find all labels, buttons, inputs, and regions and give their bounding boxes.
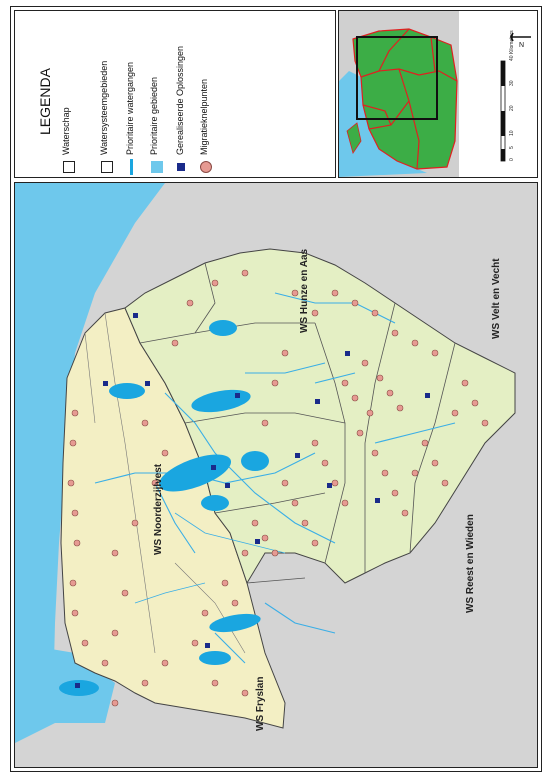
legend-label-prioritaire-watergangen: Prioritaire watergangen bbox=[125, 61, 135, 155]
inset-scale-label-10: 10 bbox=[509, 130, 515, 136]
label-ws-hunze-en-aas: WS Hunze en Aas bbox=[299, 248, 310, 333]
map-panel bbox=[14, 182, 538, 768]
legend-swatch-prioritaire-watergangen bbox=[130, 159, 133, 175]
legend-title: LEGENDA bbox=[37, 68, 53, 135]
legend-swatch-migratieknelpunten bbox=[200, 161, 212, 173]
label-ws-velt-en-vecht: WS Velt en Vecht bbox=[491, 258, 502, 339]
legend-swatch-waterschap bbox=[63, 161, 75, 173]
legend-label-watersysteemgebieden: Watersysteemgebieden bbox=[99, 60, 109, 155]
legend-swatch-gerealiseerde-oplossingen bbox=[177, 163, 185, 171]
inset-scale-label-0: 0 bbox=[509, 158, 515, 161]
inset-scale-label-20: 20 bbox=[509, 105, 515, 111]
legend-swatch-prioritaire-gebieden bbox=[151, 161, 163, 173]
label-ws-reest-en-wieden: WS Reest en Wieden bbox=[465, 514, 476, 613]
label-ws-fryslan: WS Fryslan bbox=[255, 676, 266, 731]
svg-text:N: N bbox=[519, 42, 525, 49]
inset-scale-label-30: 30 bbox=[509, 80, 515, 86]
legend-swatch-watersysteemgebieden bbox=[101, 161, 113, 173]
legend-label-waterschap: Waterschap bbox=[61, 107, 71, 155]
inset-panel bbox=[338, 10, 538, 178]
legend-label-migratieknelpunten: Migratieknelpunten bbox=[199, 78, 209, 155]
inset-scale-label-5: 5 bbox=[509, 146, 515, 149]
label-ws-noorderzijlvest: WS Noorderzijlvest bbox=[153, 463, 164, 555]
inset-scale-label-40: 40 Kilometers bbox=[509, 30, 515, 61]
legend-label-prioritaire-gebieden: Prioritaire gebieden bbox=[149, 76, 159, 155]
legend-panel bbox=[14, 10, 336, 178]
legend-label-gerealiseerde-oplossingen: Gerealiseerde Oplossingen bbox=[175, 45, 185, 155]
inset-map bbox=[339, 11, 537, 177]
north-arrow-icon bbox=[509, 25, 533, 49]
main-map bbox=[15, 183, 537, 767]
